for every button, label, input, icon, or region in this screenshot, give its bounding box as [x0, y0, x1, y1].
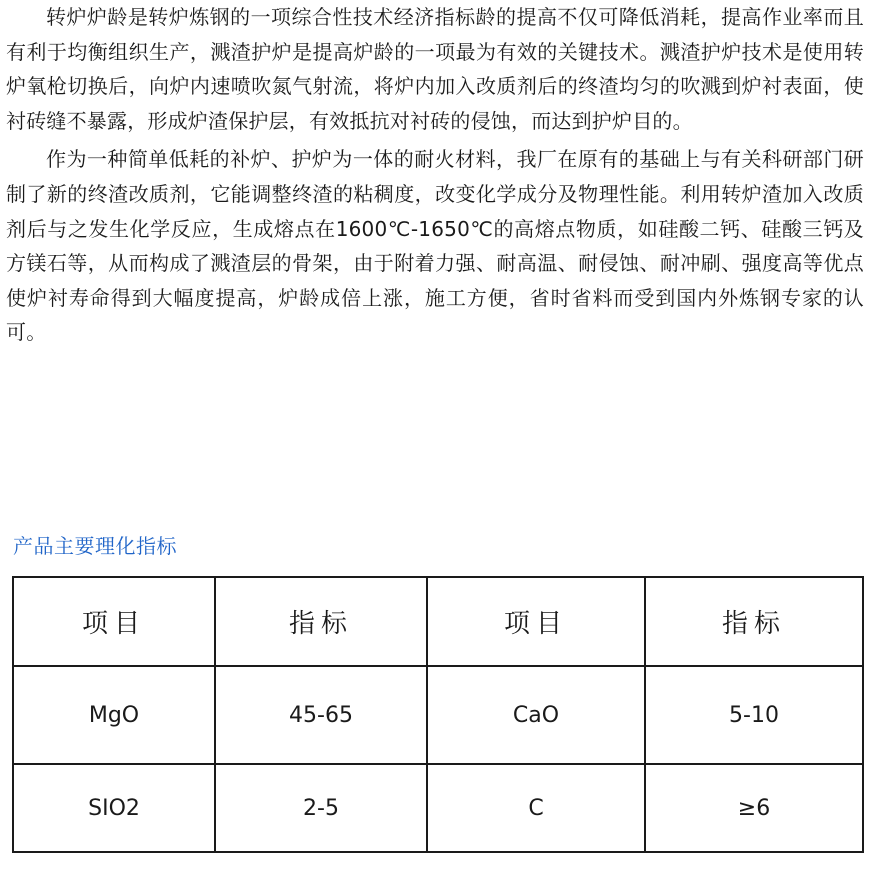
table-cell: ≥6: [645, 764, 863, 852]
table-cell: CaO: [427, 666, 645, 764]
table-row: [13, 764, 863, 852]
paragraph-converter-lining: 转炉炉龄是转炉炼钢的一项综合性技术经济指标龄的提高不仅可降低消耗，提高作业率而且有利于均衡组织生产，溅渣护炉是提高炉龄的一项最为有效的关键技术。溅渣护炉技术是使用转炉氧枪切换后，向炉内速喷吹氮气射流，将炉内加入改质剂后的终渣均匀的吹溅到炉衬表面，使衬砖缝不暴露，形成炉渣保护层，有效抵抗对衬砖的侵蚀，而达到护炉目的。: [6, 5, 864, 133]
table-cell: 45-65: [215, 666, 427, 764]
spec-table: [12, 576, 864, 853]
header-item-1: 项目: [13, 577, 215, 666]
table-cell: MgO: [13, 666, 215, 764]
table-row: [13, 666, 863, 764]
header-index-1: 指标: [215, 577, 427, 666]
paragraph-slag-modifier: 作为一种简单低耗的补炉、护炉为一体的耐火材料，我厂在原有的基础上与有关科研部门研制了新的终渣改质剂，它能调整终渣的粘稠度，改变化学成分及物理性能。利用转炉渣加入改质剂后与之发生化学反应，生成熔点在1600℃-1650℃的高熔点物质，如硅酸二钙、硅酸三钙及方镁石等，从而构成了溅渣层的骨架，由于附着力强、耐高温、耐侵蚀、耐冲刷、强度高等优点使炉衬寿命得到大幅度提高，炉龄成倍上涨，施工方便，省时省料而受到国内外炼钢专家的认可。: [6, 147, 864, 345]
table-cell: 5-10: [645, 666, 863, 764]
header-index-2: 指标: [645, 577, 863, 666]
table-header-row: [13, 577, 863, 666]
table-cell: C: [427, 764, 645, 852]
table-cell: 2-5: [215, 764, 427, 852]
header-item-2: 项目: [427, 577, 645, 666]
section-title: 产品主要理化指标: [13, 534, 177, 558]
table-cell: SIO2: [13, 764, 215, 852]
article-body: [6, 0, 864, 350]
